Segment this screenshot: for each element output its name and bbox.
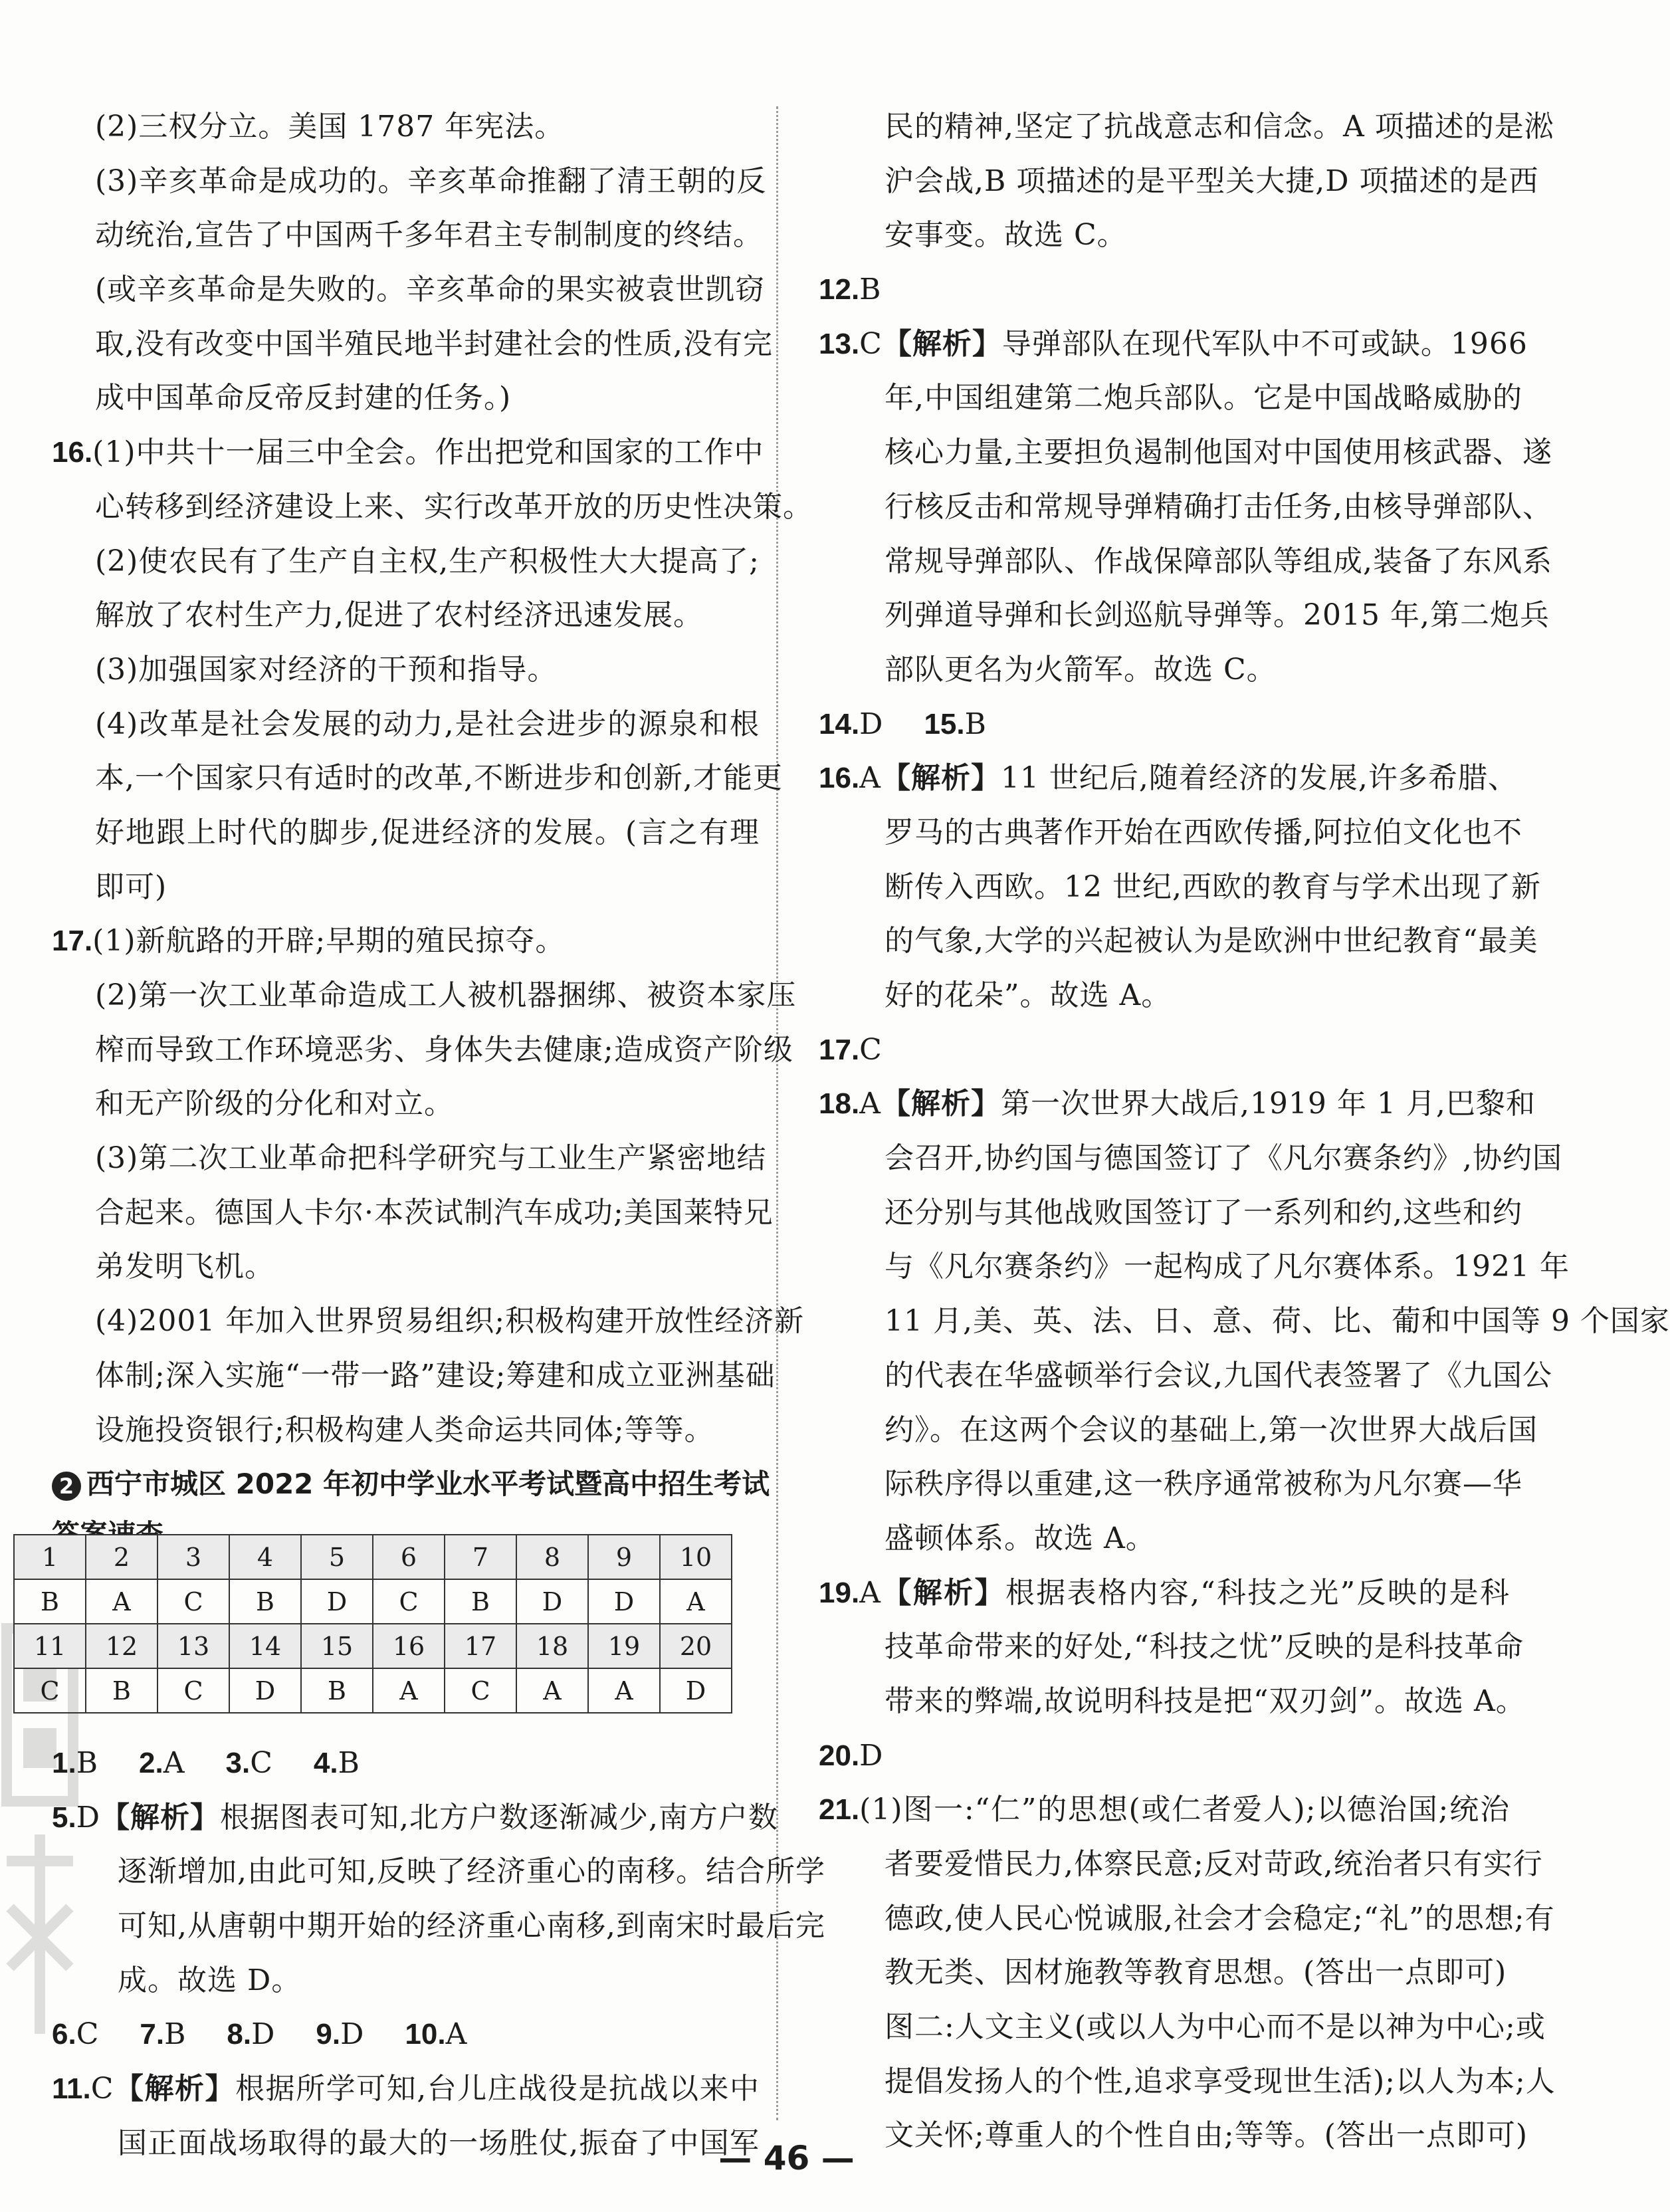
question-17 xyxy=(819,1023,1510,1077)
text-line: 11 月,美、英、法、日、意、荷、比、葡和中国等 9 个国家 xyxy=(885,1304,1670,1339)
table-cell: A xyxy=(516,1668,588,1713)
table-row xyxy=(14,1668,732,1713)
table-cell: 1 xyxy=(14,1535,86,1579)
analysis-label: 【解析】 xyxy=(881,1575,1005,1610)
table-cell: 2 xyxy=(86,1535,157,1579)
text-line: 断传入西欧。12 世纪,西欧的教育与学术出现了新 xyxy=(885,869,1541,904)
text-line: 约》。在这两个会议的基础上,第一次世界大战后国 xyxy=(885,1412,1538,1447)
answer: B xyxy=(76,1746,99,1780)
text-line: 和无产阶级的分化和对立。 xyxy=(95,1087,454,1121)
question-number: 20. xyxy=(819,1739,860,1772)
text-line: 好的花朵”。故选 A。 xyxy=(885,978,1172,1012)
analysis-label: 【解析】 xyxy=(100,1800,220,1834)
text-line: 安事变。故选 C。 xyxy=(885,218,1127,253)
left-column xyxy=(52,100,813,1558)
question-13 xyxy=(819,317,1528,372)
question-number: 16. xyxy=(819,762,860,795)
answer: A xyxy=(163,1746,185,1780)
text-line: 即可) xyxy=(95,869,167,904)
question-number: 4. xyxy=(313,1747,338,1779)
question-18 xyxy=(819,1077,1536,1131)
question-11 xyxy=(52,2062,760,2116)
answer: A xyxy=(445,2017,468,2052)
table-row xyxy=(14,1535,732,1579)
question-number: 5. xyxy=(52,1801,76,1834)
text-line: (1)图一:“仁”的思想(或仁者爱人);以德治国;统治 xyxy=(859,1793,1510,1827)
question-number: 8. xyxy=(227,2018,252,2051)
table-row xyxy=(14,1579,732,1624)
text-line: 罗马的古典著作开始在西欧传播,阿拉伯文化也不 xyxy=(885,815,1522,849)
answer: B xyxy=(859,273,882,307)
table-cell: 19 xyxy=(588,1624,660,1668)
text-line: 榨而导致工作环境恶劣、身体失去健康;造成资产阶级 xyxy=(95,1032,793,1067)
table-cell: A xyxy=(588,1668,660,1713)
section-badge: 2 xyxy=(52,1472,81,1501)
question-17 xyxy=(52,914,760,968)
text-line: 图二:人文主义(或以人为中心而不是以神为中心;或 xyxy=(885,2010,1546,2045)
text-line: (1)中共十一届三中全会。作出把党和国家的工作中 xyxy=(92,435,764,470)
text-line: (2)使农民有了生产自主权,生产积极性大大提高了; xyxy=(95,544,760,578)
text-line: 国正面战场取得的最大的一场胜仗,振奋了中国军 xyxy=(118,2126,760,2160)
table-cell: B xyxy=(86,1668,157,1713)
text-line: 会召开,协约国与德国签订了《凡尔赛条约》,协约国 xyxy=(885,1141,1562,1176)
answer: C xyxy=(859,1032,883,1067)
text-line: 的代表在华盛顿举行会议,九国代表签署了《九国公 xyxy=(885,1358,1552,1392)
text-line: 沪会战,B 项描述的是平型关大捷,D 项描述的是西 xyxy=(885,164,1539,198)
text-line: 好地跟上时代的脚步,促进经济的发展。(言之有理 xyxy=(95,815,760,849)
text-line: 逐渐增加,由此可知,反映了经济重心的南移。结合所学 xyxy=(118,1854,825,1889)
question-number: 3. xyxy=(225,1747,251,1779)
analysis-label: 【解析】 xyxy=(114,2072,236,2106)
answer: B xyxy=(338,1746,360,1780)
text-line: 合起来。德国人卡尔·本茨试制汽车成功;美国莱特兄 xyxy=(95,1195,774,1230)
text-line: (2)三权分立。美国 1787 年宪法。 xyxy=(95,110,565,144)
question-number: 13. xyxy=(819,327,860,360)
answer: D xyxy=(76,1800,100,1834)
text-line: (1)新航路的开辟;早期的殖民掠夺。 xyxy=(92,924,566,958)
table-cell: 16 xyxy=(373,1624,445,1668)
table-cell: 6 xyxy=(373,1535,445,1579)
text-line: 教无类、因材施教等教育思想。(答出一点即可) xyxy=(885,1955,1507,1990)
text-line: 际秩序得以重建,这一秩序通常被称为凡尔赛—华 xyxy=(885,1467,1522,1501)
text-line: 解放了农村生产力,促进了农村经济迅速发展。 xyxy=(95,598,703,633)
question-number: 16. xyxy=(52,436,93,469)
table-cell: C xyxy=(445,1668,516,1713)
text-line: 体制;深入实施“一带一路”建设;筹建和成立亚洲基础 xyxy=(95,1358,776,1392)
table-cell: 18 xyxy=(516,1624,588,1668)
text-line: 列弹道导弹和长剑巡航导弹等。2015 年,第二炮兵 xyxy=(885,598,1550,633)
page-number: — 46 — xyxy=(718,2139,855,2177)
question-19 xyxy=(819,1566,1510,1620)
answer: D xyxy=(251,2017,276,2052)
question-number: 19. xyxy=(819,1576,860,1609)
table-cell: 7 xyxy=(445,1535,516,1579)
text-line: 本,一个国家只有适时的改革,不断进步和创新,才能更 xyxy=(95,761,783,796)
text-line: 弟发明飞机。 xyxy=(95,1250,274,1284)
table-row xyxy=(14,1624,732,1668)
text-line: 设施投资银行;积极构建人类命运共同体;等等。 xyxy=(95,1412,714,1447)
analysis-label: 【解析】 xyxy=(881,761,1001,796)
table-cell: 20 xyxy=(660,1624,732,1668)
text-line: 根据图表可知,北方户数逐渐减少,南方户数 xyxy=(219,1800,778,1834)
table-cell: 11 xyxy=(14,1624,86,1668)
text-line: 技革命带来的好处,“科技之忧”反映的是科技革命 xyxy=(885,1630,1524,1664)
question-number: 14. xyxy=(819,707,860,740)
text-line: 的气象,大学的兴起被认为是欧洲中世纪教育“最美 xyxy=(885,924,1538,958)
text-line: (2)第一次工业革命造成工人被机器捆绑、被资本家压 xyxy=(95,978,797,1012)
text-line: 年,中国组建第二炮兵部队。它是中国战略威胁的 xyxy=(885,381,1522,415)
table-cell: D xyxy=(301,1579,373,1624)
text-line: 取,没有改变中国半殖民地半封建社会的性质,没有完 xyxy=(95,326,773,361)
answer: C xyxy=(76,2017,100,2052)
questions-14-15 xyxy=(819,697,1510,752)
question-20 xyxy=(819,1729,1510,1783)
answer: A xyxy=(859,1575,881,1610)
text-line: 心转移到经济建设上来、实行改革开放的历史性决策。 xyxy=(95,489,813,524)
answer-table xyxy=(13,1534,732,1714)
question-number: 2. xyxy=(139,1747,163,1779)
question-number: 15. xyxy=(924,707,965,740)
question-5 xyxy=(52,1791,778,1845)
analysis-label: 【解析】 xyxy=(882,326,1002,361)
analysis-label: 【解析】 xyxy=(881,1087,1001,1121)
text-line: 盛顿体系。故选 A。 xyxy=(885,1521,1156,1555)
section-title xyxy=(52,1457,770,1511)
text-line: (3)加强国家对经济的干预和指导。 xyxy=(95,652,558,687)
questions-6-10 xyxy=(52,2007,760,2062)
table-cell: D xyxy=(588,1579,660,1624)
text-line: 文关怀;尊重人的个性自由;等等。(答出一点即可) xyxy=(885,2118,1528,2153)
question-16 xyxy=(819,751,1518,806)
text-line: 与《凡尔赛条约》一起构成了凡尔赛体系。1921 年 xyxy=(885,1250,1570,1284)
table-cell: 10 xyxy=(660,1535,732,1579)
table-cell: 3 xyxy=(157,1535,229,1579)
table-cell: 14 xyxy=(229,1624,301,1668)
question-number: 9. xyxy=(316,2018,341,2051)
table-cell: 15 xyxy=(301,1624,373,1668)
table-cell: C xyxy=(14,1668,86,1713)
text-line: (4)改革是社会发展的动力,是社会进步的源泉和根 xyxy=(95,707,760,741)
text-line: 核心力量,主要担负遏制他国对中国使用核武器、遂 xyxy=(885,435,1552,470)
question-number: 6. xyxy=(52,2018,76,2051)
table-cell: 17 xyxy=(445,1624,516,1668)
text-line: 根据所学可知,台儿庄战役是抗战以来中 xyxy=(235,2072,760,2106)
table-cell: D xyxy=(516,1579,588,1624)
table-cell: D xyxy=(660,1668,732,1713)
table-cell: C xyxy=(157,1579,229,1624)
text-line: (3)辛亥革命是成功的。辛亥革命推翻了清王朝的反 xyxy=(95,164,767,198)
answer: D xyxy=(340,2017,365,2052)
question-number: 17. xyxy=(52,925,93,958)
text-line: 行核反击和常规导弹精确打击任务,由核导弹部队、 xyxy=(885,489,1552,524)
text-line: 提倡发扬人的个性,追求享受现世生活);以人为本;人 xyxy=(885,2064,1556,2098)
table-cell: 12 xyxy=(86,1624,157,1668)
answer: D xyxy=(859,1738,884,1773)
text-line: 导弹部队在现代军队中不可或缺。1966 xyxy=(1001,326,1528,361)
table-cell: C xyxy=(373,1579,445,1624)
table-cell: A xyxy=(86,1579,157,1624)
text-line: 第一次世界大战后,1919 年 1 月,巴黎和 xyxy=(1000,1087,1536,1121)
table-cell: C xyxy=(157,1668,229,1713)
table-cell: B xyxy=(445,1579,516,1624)
text-line: 民的精神,坚定了抗战意志和信念。A 项描述的是淞 xyxy=(885,110,1554,144)
answer: C xyxy=(859,326,883,361)
answer: D xyxy=(859,707,884,741)
answer: A xyxy=(859,1087,881,1121)
text-line: (或辛亥革命是失败的。辛亥革命的果实被袁世凯窃 xyxy=(95,273,766,307)
text-line: 根据表格内容,“科技之光”反映的是科 xyxy=(1005,1575,1510,1610)
text-line: 可知,从唐朝中期开始的经济重心南移,到南宋时最后完 xyxy=(118,1909,825,1943)
answer: C xyxy=(90,2072,114,2106)
table-cell: 8 xyxy=(516,1535,588,1579)
question-12 xyxy=(819,263,1510,317)
question-number: 7. xyxy=(140,2018,165,2051)
text-line: 成。故选 D。 xyxy=(118,1963,302,1997)
question-number: 10. xyxy=(405,2018,446,2051)
table-cell: 13 xyxy=(157,1624,229,1668)
table-cell: 5 xyxy=(301,1535,373,1579)
question-number: 18. xyxy=(819,1087,860,1121)
question-number: 17. xyxy=(819,1033,860,1066)
table-cell: D xyxy=(229,1668,301,1713)
question-21 xyxy=(819,1783,1510,1837)
answer: B xyxy=(164,2017,187,2052)
question-number: 1. xyxy=(52,1747,76,1779)
text-line: 者要爱惜民力,体察民意;反对苛政,统治者只有实行 xyxy=(885,1847,1543,1881)
question-number: 21. xyxy=(819,1793,860,1826)
table-cell: A xyxy=(373,1668,445,1713)
table-cell: 9 xyxy=(588,1535,660,1579)
text-line: 成中国革命反帝反封建的任务。) xyxy=(95,381,512,415)
table-cell: B xyxy=(229,1579,301,1624)
text-line: 还分别与其他战败国签订了一系列和约,这些和约 xyxy=(885,1195,1522,1230)
question-number: 12. xyxy=(819,273,860,306)
right-column xyxy=(819,100,1670,2163)
text-line: 德政,使人民心悦诚服,社会才会稳定;“礼”的思想;有 xyxy=(885,1901,1555,1936)
table-cell: A xyxy=(660,1579,732,1624)
text-line: 带来的弊端,故说明科技是把“双刃剑”。故选 A。 xyxy=(885,1684,1526,1718)
text-line: 部队更名为火箭军。故选 C。 xyxy=(885,652,1277,687)
text-line: (4)2001 年加入世界贸易组织;积极构建开放性经济新 xyxy=(95,1304,805,1339)
table-cell: B xyxy=(301,1668,373,1713)
table-cell: B xyxy=(14,1579,86,1624)
text-line: 11 世纪后,随着经济的发展,许多希腊、 xyxy=(1000,761,1518,796)
table-cell: 4 xyxy=(229,1535,301,1579)
text-line: 常规导弹部队、作战保障部队等组成,装备了东风系 xyxy=(885,544,1552,578)
answer: A xyxy=(859,761,881,796)
questions-1-4 xyxy=(52,1736,760,1791)
question-16 xyxy=(52,425,764,480)
answer: B xyxy=(964,707,987,741)
section-title-text: 西宁市城区 2022 年初中学业水平考试暨高中招生考试 xyxy=(86,1468,770,1501)
text-line: (3)第二次工业革命把科学研究与工业生产紧密地结 xyxy=(95,1141,767,1176)
text-line: 动统治,宣告了中国两千多年君主专制制度的终结。 xyxy=(95,218,763,253)
question-number: 11. xyxy=(52,2072,91,2106)
answer: C xyxy=(250,1746,273,1780)
